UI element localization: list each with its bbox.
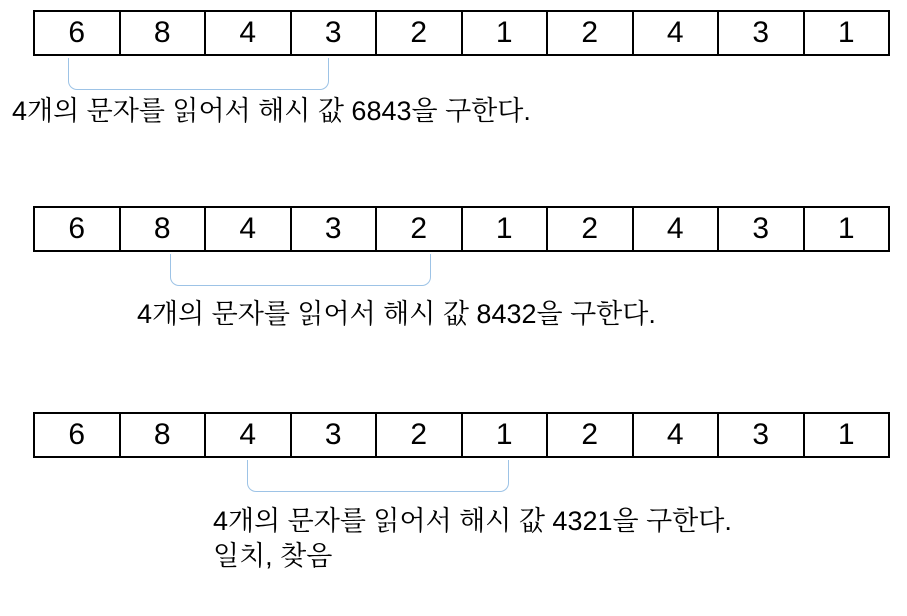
array-cell: 8 bbox=[121, 414, 207, 456]
array-cell: 4 bbox=[206, 12, 292, 54]
array-cell: 1 bbox=[837, 16, 855, 49]
array-cell: 1 bbox=[463, 12, 549, 54]
array-cell: 3 bbox=[292, 208, 378, 250]
array-cell: 8 bbox=[121, 208, 207, 250]
caption-match-result: 일치, 찾음 bbox=[213, 541, 333, 571]
hash-array-row-2 bbox=[33, 206, 890, 252]
array-cell: 4 bbox=[634, 208, 720, 250]
hash-array-row-1 bbox=[33, 10, 890, 56]
array-cell: 2 bbox=[377, 208, 463, 250]
window-bracket-step-2 bbox=[170, 254, 431, 286]
array-cell: 2 bbox=[548, 414, 634, 456]
array-cell: 1 bbox=[463, 208, 549, 250]
array-cell: 6 bbox=[35, 12, 121, 54]
window-bracket-step-3 bbox=[247, 460, 509, 492]
array-cell: 2 bbox=[548, 208, 634, 250]
array-cell: 3 bbox=[719, 12, 805, 54]
caption-step-3: 4개의 문자를 읽어서 해시 값 4321을 구한다. bbox=[213, 506, 732, 536]
array-cell: 4 bbox=[206, 208, 292, 250]
array-cell: 3 bbox=[292, 414, 378, 456]
array-cell: 6 bbox=[35, 208, 121, 250]
caption-step-2: 4개의 문자를 읽어서 해시 값 8432을 구한다. bbox=[137, 299, 656, 329]
array-cell: 8 bbox=[121, 12, 207, 54]
array-cell: 2 bbox=[548, 12, 634, 54]
array-cell: 6 bbox=[35, 414, 121, 456]
array-cell: 2 bbox=[377, 12, 463, 54]
window-bracket-step-1 bbox=[68, 58, 329, 90]
array-cell: 3 bbox=[292, 12, 378, 54]
array-cell: 4 bbox=[206, 414, 292, 456]
array-cell: 4 bbox=[634, 414, 720, 456]
hash-array-row-3 bbox=[33, 412, 890, 458]
caption-step-1: 4개의 문자를 읽어서 해시 값 6843을 구한다. bbox=[12, 96, 531, 126]
array-cell: 1 bbox=[837, 418, 855, 451]
array-cell: 1 bbox=[463, 414, 549, 456]
array-cell: 4 bbox=[634, 12, 720, 54]
array-cell: 1 bbox=[837, 212, 855, 245]
array-cell: 2 bbox=[377, 414, 463, 456]
array-cell: 3 bbox=[719, 208, 805, 250]
array-cell: 3 bbox=[719, 414, 805, 456]
